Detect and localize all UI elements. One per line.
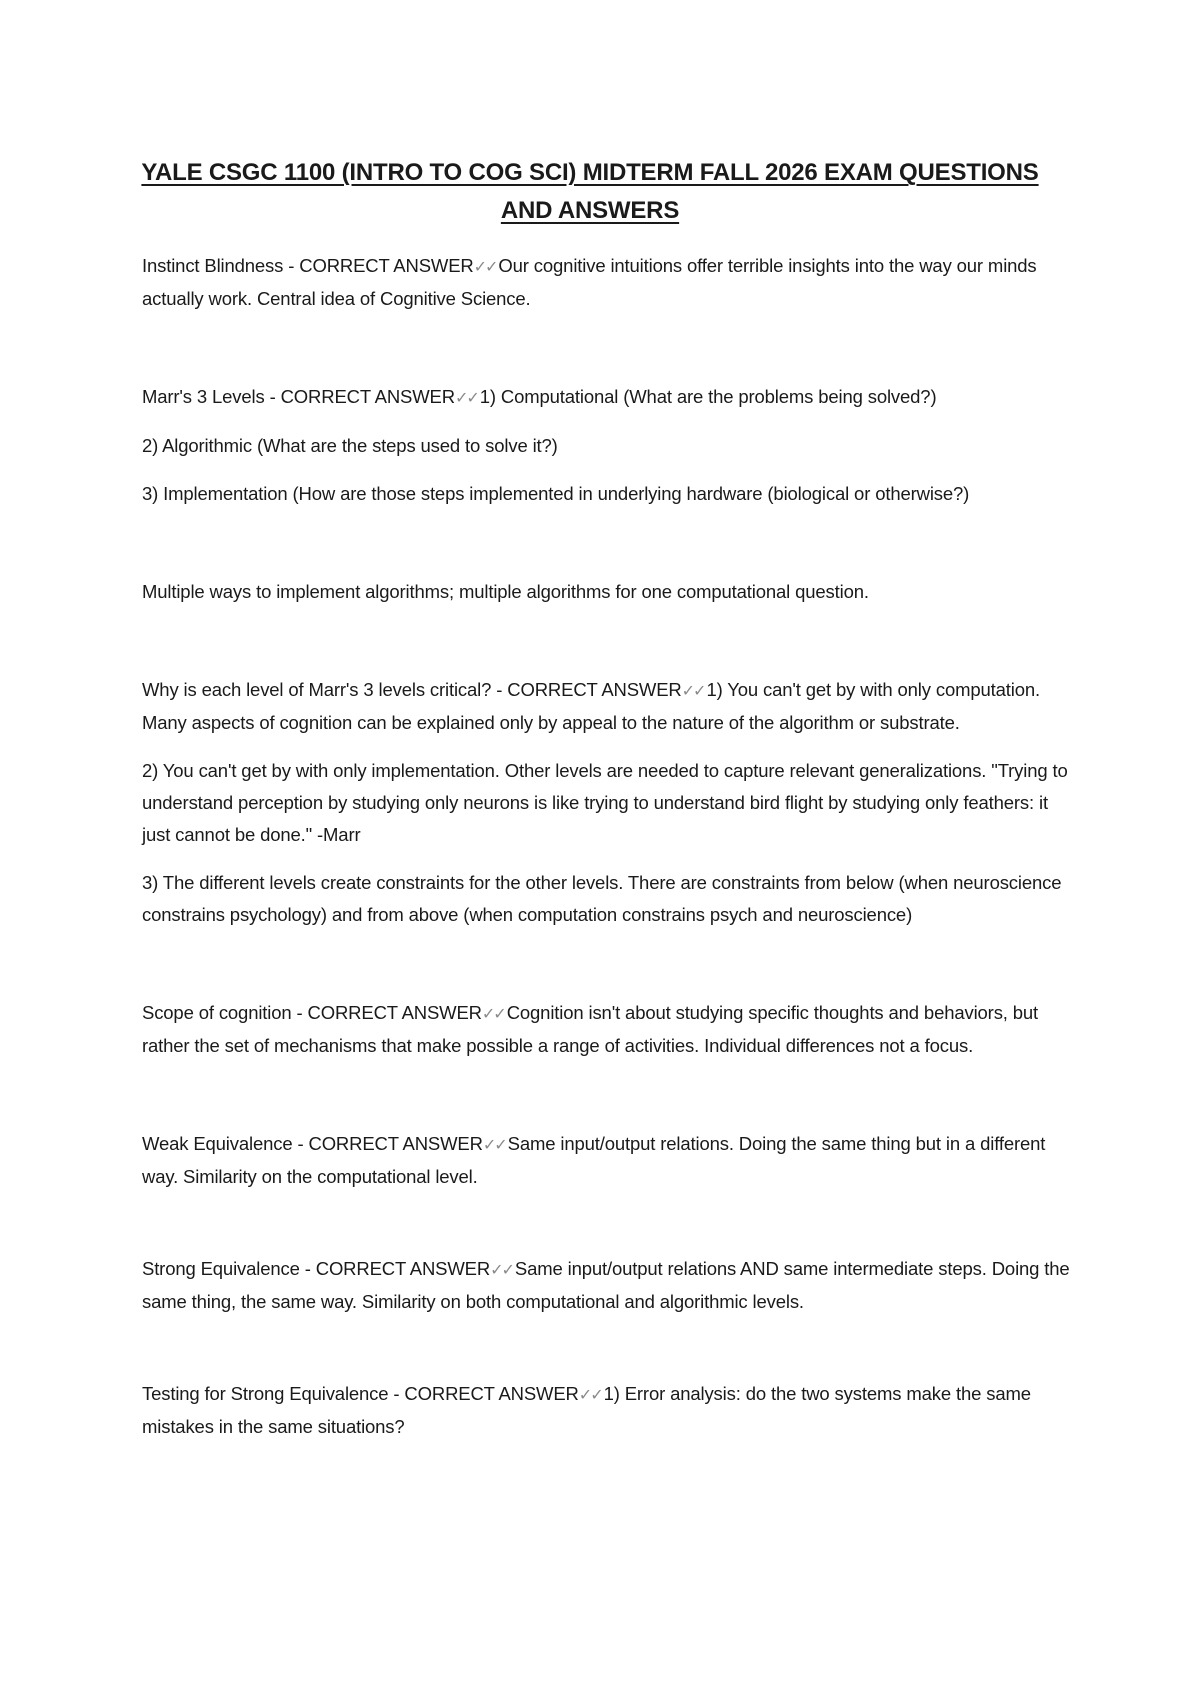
double-check-icon: ✓✓ xyxy=(481,1004,505,1023)
entry-answer: 1) You can't get by with only computation. Many aspects of cognition can be explained only by appeal to the nature of the algorithm or substrate. xyxy=(142,679,1040,733)
entry-term: Testing for Strong Equivalence - CORRECT ANSWER xyxy=(142,1383,579,1404)
double-check-icon: ✓✓ xyxy=(482,1135,506,1154)
entry-why-each-level-critical xyxy=(142,674,1072,739)
entry-answer: 1) Computational (What are the problems being solved?) xyxy=(479,386,937,407)
entry-answer-continued: 2) You can't get by with only implementation. Other levels are needed to capture relevant generalizations. "Trying to understand perception by studying only neurons is like trying to understand bird flight by studying only feathers: it just cannot be done." -Marr xyxy=(142,760,1068,845)
entry-instinct-blindness xyxy=(142,250,1072,315)
entry-testing-strong-equivalence xyxy=(142,1378,1072,1443)
double-check-icon: ✓✓ xyxy=(473,257,497,276)
double-check-icon: ✓✓ xyxy=(578,1385,602,1404)
entry-answer: Same input/output relations AND same intermediate steps. Doing the same thing, the same way. Similarity on both computational and algorithmic levels. xyxy=(142,1258,1070,1312)
entry-term: Strong Equivalence - CORRECT ANSWER xyxy=(142,1258,491,1279)
entry-answer-continued: 3) Implementation (How are those steps implemented in underlying hardware (biological or otherwise?) xyxy=(142,483,970,504)
entry-weak-equivalence xyxy=(142,1128,1072,1193)
entry-scope-of-cognition xyxy=(142,997,1072,1062)
entry-marrs-3-levels xyxy=(142,381,1072,414)
entry-strong-equivalence xyxy=(142,1253,1072,1318)
entry-answer-continued: 3) The different levels create constraints for the other levels. There are constraints from below (when neuroscience constrains psychology) and from above (when computation constrains psych and neuroscience) xyxy=(142,872,1062,925)
entry-answer: Cognition isn't about studying specific thoughts and behaviors, but rather the set of mechanisms that make possible a range of activities. Individual differences not a focus. xyxy=(142,1002,1039,1056)
entry-answer: Our cognitive intuitions offer terrible insights into the way our minds actually work. Central idea of Cognitive Science. xyxy=(142,255,1037,309)
document-title: YALE CSGC 1100 (INTRO TO COG SCI) MIDTERM FALL 2026 EXAM QUESTIONS AND ANSWERS xyxy=(141,159,1039,224)
entry-term: Instinct Blindness - CORRECT ANSWER xyxy=(142,255,474,276)
entry-term: Marr's 3 Levels - CORRECT ANSWER xyxy=(142,386,455,407)
entry-answer: 1) Error analysis: do the two systems make the same mistakes in the same situations? xyxy=(142,1383,1031,1437)
entry-note: Multiple ways to implement algorithms; multiple algorithms for one computational question. xyxy=(142,581,869,602)
double-check-icon: ✓✓ xyxy=(490,1260,513,1279)
double-check-icon: ✓✓ xyxy=(681,681,705,700)
entry-term: Weak Equivalence - CORRECT ANSWER xyxy=(142,1133,483,1154)
document-body xyxy=(142,250,1072,1443)
entry-answer-continued: 2) Algorithmic (What are the steps used to solve it?) xyxy=(142,435,558,456)
entry-answer: Same input/output relations. Doing the same thing but in a different way. Similarity on the computational level. xyxy=(142,1133,1046,1187)
entry-term: Why is each level of Marr's 3 levels critical? - CORRECT ANSWER xyxy=(142,679,682,700)
double-check-icon: ✓✓ xyxy=(454,388,478,407)
entry-term: Scope of cognition - CORRECT ANSWER xyxy=(142,1002,482,1023)
